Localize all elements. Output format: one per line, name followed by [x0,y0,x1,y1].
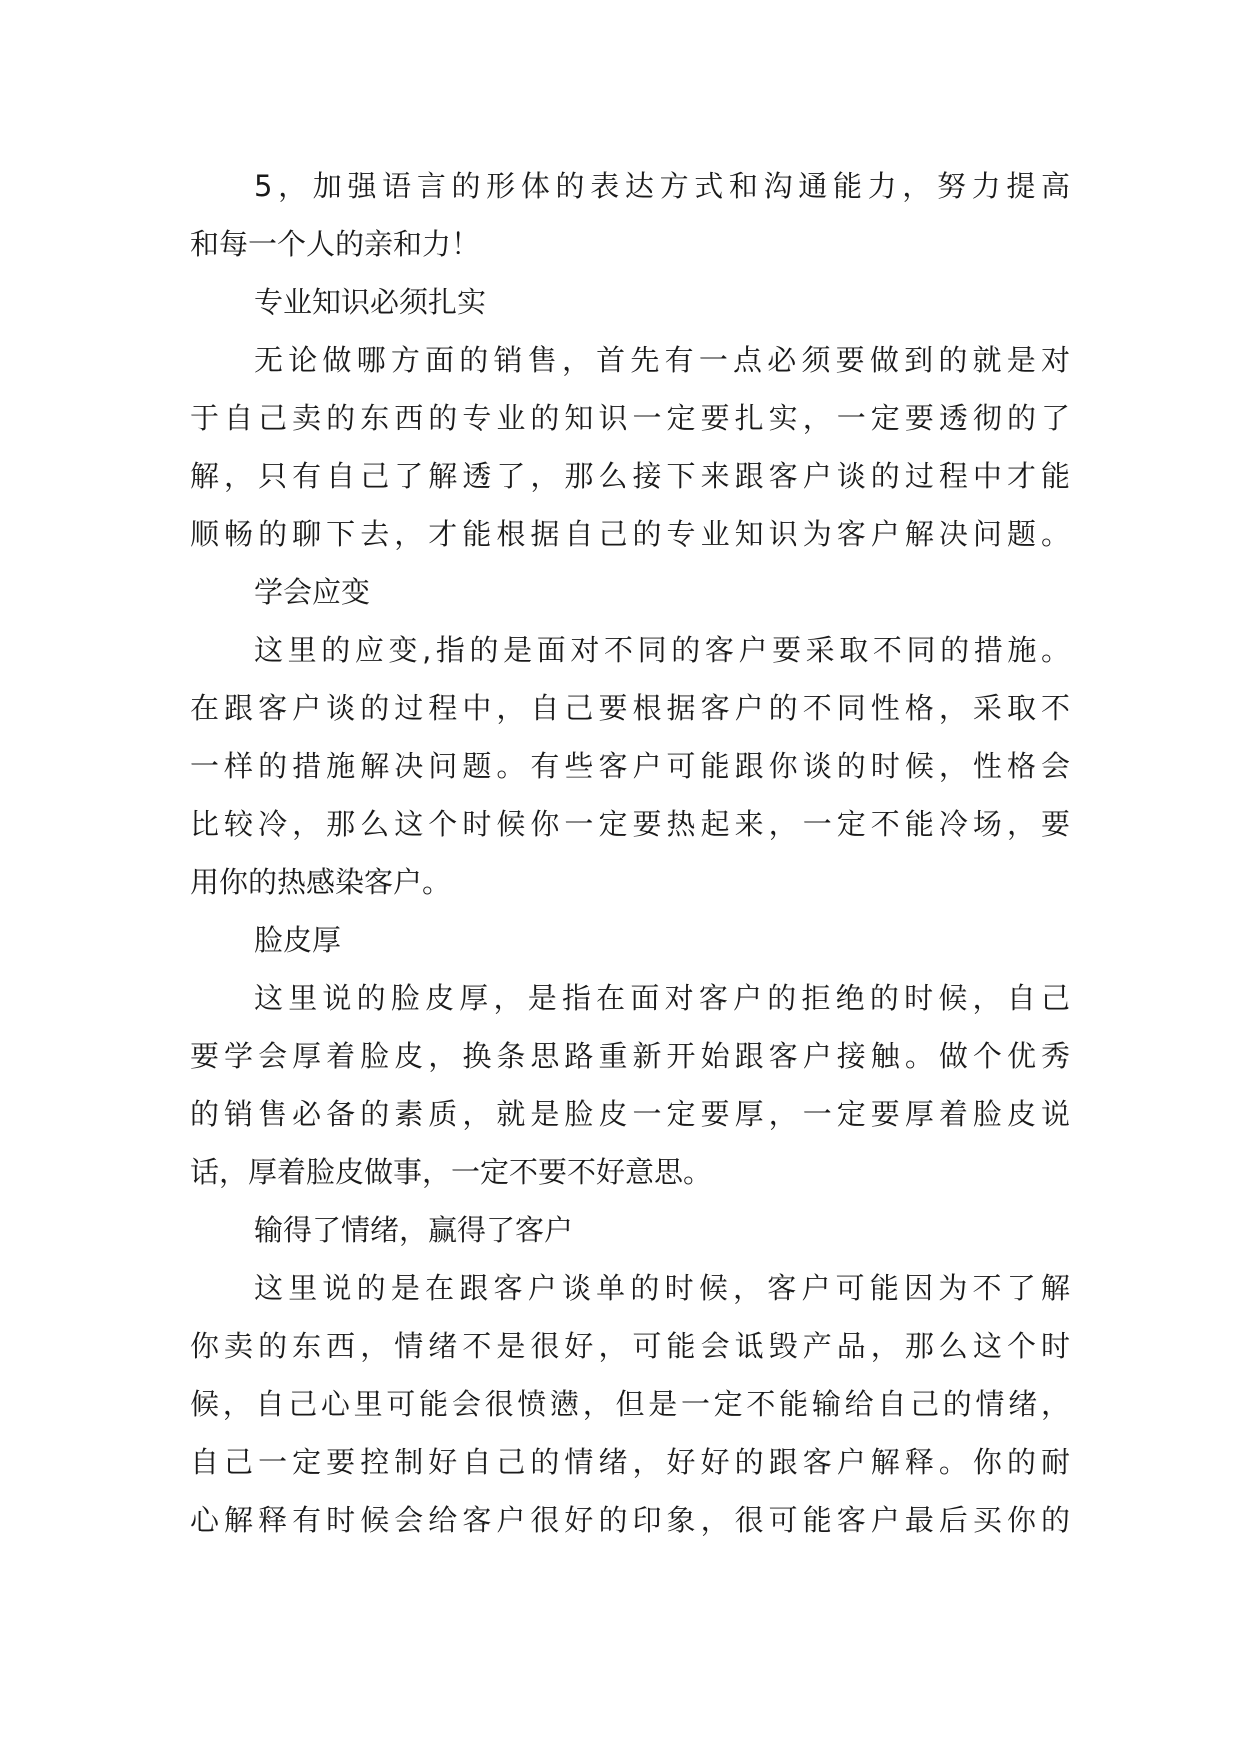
paragraph-line: 于自己卖的东西的专业的知识一定要扎实，一定要透彻的了 [190,401,1070,435]
paragraph-line: 无论做哪方面的销售，首先有一点必须要做到的就是对 [254,343,1070,377]
paragraph-line: 和每一个人的亲和力！ [190,227,481,261]
paragraph-line: 5，加强语言的形体的表达方式和沟通能力，努力提高 [254,169,1070,203]
paragraph-line: 的销售必备的素质，就是脸皮一定要厚，一定要厚着脸皮说 [190,1097,1070,1131]
paragraph-line: 这里说的是在跟客户谈单的时候，客户可能因为不了解 [254,1271,1070,1305]
paragraph-line: 心解释有时候会给客户很好的印象，很可能客户最后买你的 [190,1503,1070,1537]
section-heading: 专业知识必须扎实 [254,285,487,319]
paragraph-line: 比较冷，那么这个时候你一定要热起来，一定不能冷场，要 [190,807,1070,841]
paragraph-line: 话，厚着脸皮做事，一定不要不好意思。 [190,1155,713,1189]
section-heading: 学会应变 [254,575,371,609]
paragraph-line: 这里的应变,指的是面对不同的客户要采取不同的措施。 [254,633,1070,667]
section-heading: 脸皮厚 [254,923,342,957]
paragraph-line: 一样的措施解决问题。有些客户可能跟你谈的时候，性格会 [190,749,1070,783]
paragraph-line: 这里说的脸皮厚，是指在面对客户的拒绝的时候，自己 [254,981,1070,1015]
paragraph-line: 用你的热感染客户。 [190,865,452,899]
paragraph-line: 你卖的东西，情绪不是很好，可能会诋毁产品，那么这个时 [190,1329,1070,1363]
paragraph-line: 候，自己心里可能会很愤懑，但是一定不能输给自己的情绪， [190,1387,1070,1421]
paragraph-line: 要学会厚着脸皮，换条思路重新开始跟客户接触。做个优秀 [190,1039,1070,1073]
section-heading: 输得了情绪，赢得了客户 [254,1213,574,1247]
paragraph-line: 顺畅的聊下去，才能根据自己的专业知识为客户解决问题。 [190,517,1070,551]
paragraph-line: 在跟客户谈的过程中，自己要根据客户的不同性格，采取不 [190,691,1070,725]
paragraph-line: 自己一定要控制好自己的情绪，好好的跟客户解释。你的耐 [190,1445,1070,1479]
paragraph-line: 解，只有自己了解透了，那么接下来跟客户谈的过程中才能 [190,459,1070,493]
